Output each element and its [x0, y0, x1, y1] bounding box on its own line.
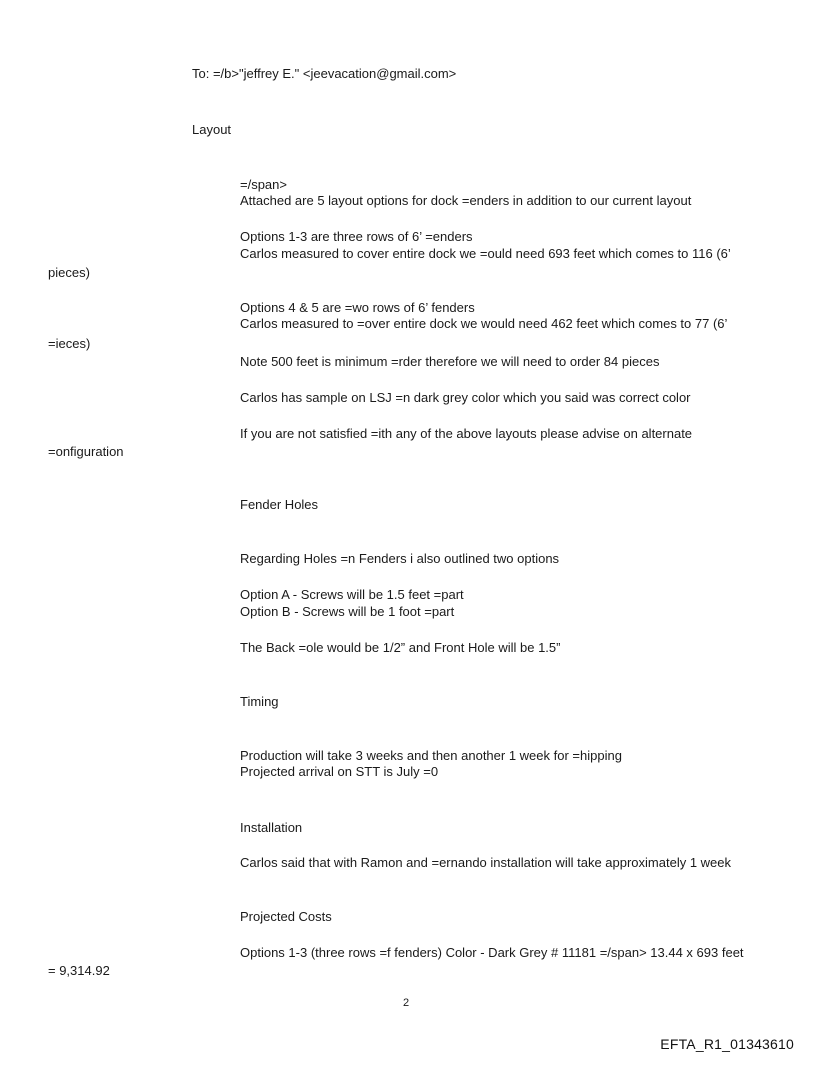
fender-holes-heading: Fender Holes: [240, 497, 319, 512]
installation-heading: Installation: [240, 820, 303, 835]
span-close-artifact: =/span>: [240, 177, 287, 192]
options-1-3-cost-line: Options 1-3 (three rows =f fenders) Color - Dark Grey # 11181 =/span> 13.44 x 693 feet: [240, 945, 744, 960]
options-1-3-wrap: pieces): [48, 265, 90, 280]
timing-heading: Timing: [240, 694, 279, 709]
options-4-5-line-2: Carlos measured to =over entire dock we would need 462 feet which comes to 77 (6’: [240, 316, 728, 331]
installation-line: Carlos said that with Ramon and =ernando installation will take approximately 1 week: [240, 855, 732, 870]
document-id: EFTA_R1_01343610: [660, 1036, 794, 1052]
options-1-3-line-2: Carlos measured to cover entire dock we =ould need 693 feet which comes to 116 (6’: [240, 246, 731, 261]
attached-line: Attached are 5 layout options for dock =enders in addition to our current layout: [240, 193, 692, 208]
production-line: Production will take 3 weeks and then another 1 week for =hipping: [240, 748, 622, 763]
minimum-order-note: Note 500 feet is minimum =rder therefore we will need to order 84 pieces: [240, 354, 660, 369]
layout-heading: Layout: [192, 122, 232, 137]
projected-costs-heading: Projected Costs: [240, 909, 332, 924]
option-b-line: Option B - Screws will be 1 foot =part: [240, 604, 455, 619]
options-4-5-line-1: Options 4 & 5 are =wo rows of 6’ fenders: [240, 300, 475, 315]
not-satisfied-wrap: =onfiguration: [48, 444, 124, 459]
sample-line: Carlos has sample on LSJ =n dark grey color which you said was correct color: [240, 390, 691, 405]
back-hole-line: The Back =ole would be 1/2” and Front Hole will be 1.5”: [240, 640, 561, 655]
arrival-line: Projected arrival on STT is July =0: [240, 764, 439, 779]
options-1-3-cost-total: = 9,314.92: [48, 963, 110, 978]
regarding-holes-line: Regarding Holes =n Fenders i also outlined two options: [240, 551, 560, 566]
to-line: To: =/b>"jeffrey E." <jeevacation@gmail.com>: [192, 66, 457, 81]
not-satisfied-line: If you are not satisfied =ith any of the above layouts please advise on alternate: [240, 426, 693, 441]
page-number: 2: [403, 997, 410, 1009]
options-1-3-line-1: Options 1-3 are three rows of 6’ =enders: [240, 229, 473, 244]
options-4-5-wrap: =ieces): [48, 336, 91, 351]
option-a-line: Option A - Screws will be 1.5 feet =part: [240, 587, 464, 602]
